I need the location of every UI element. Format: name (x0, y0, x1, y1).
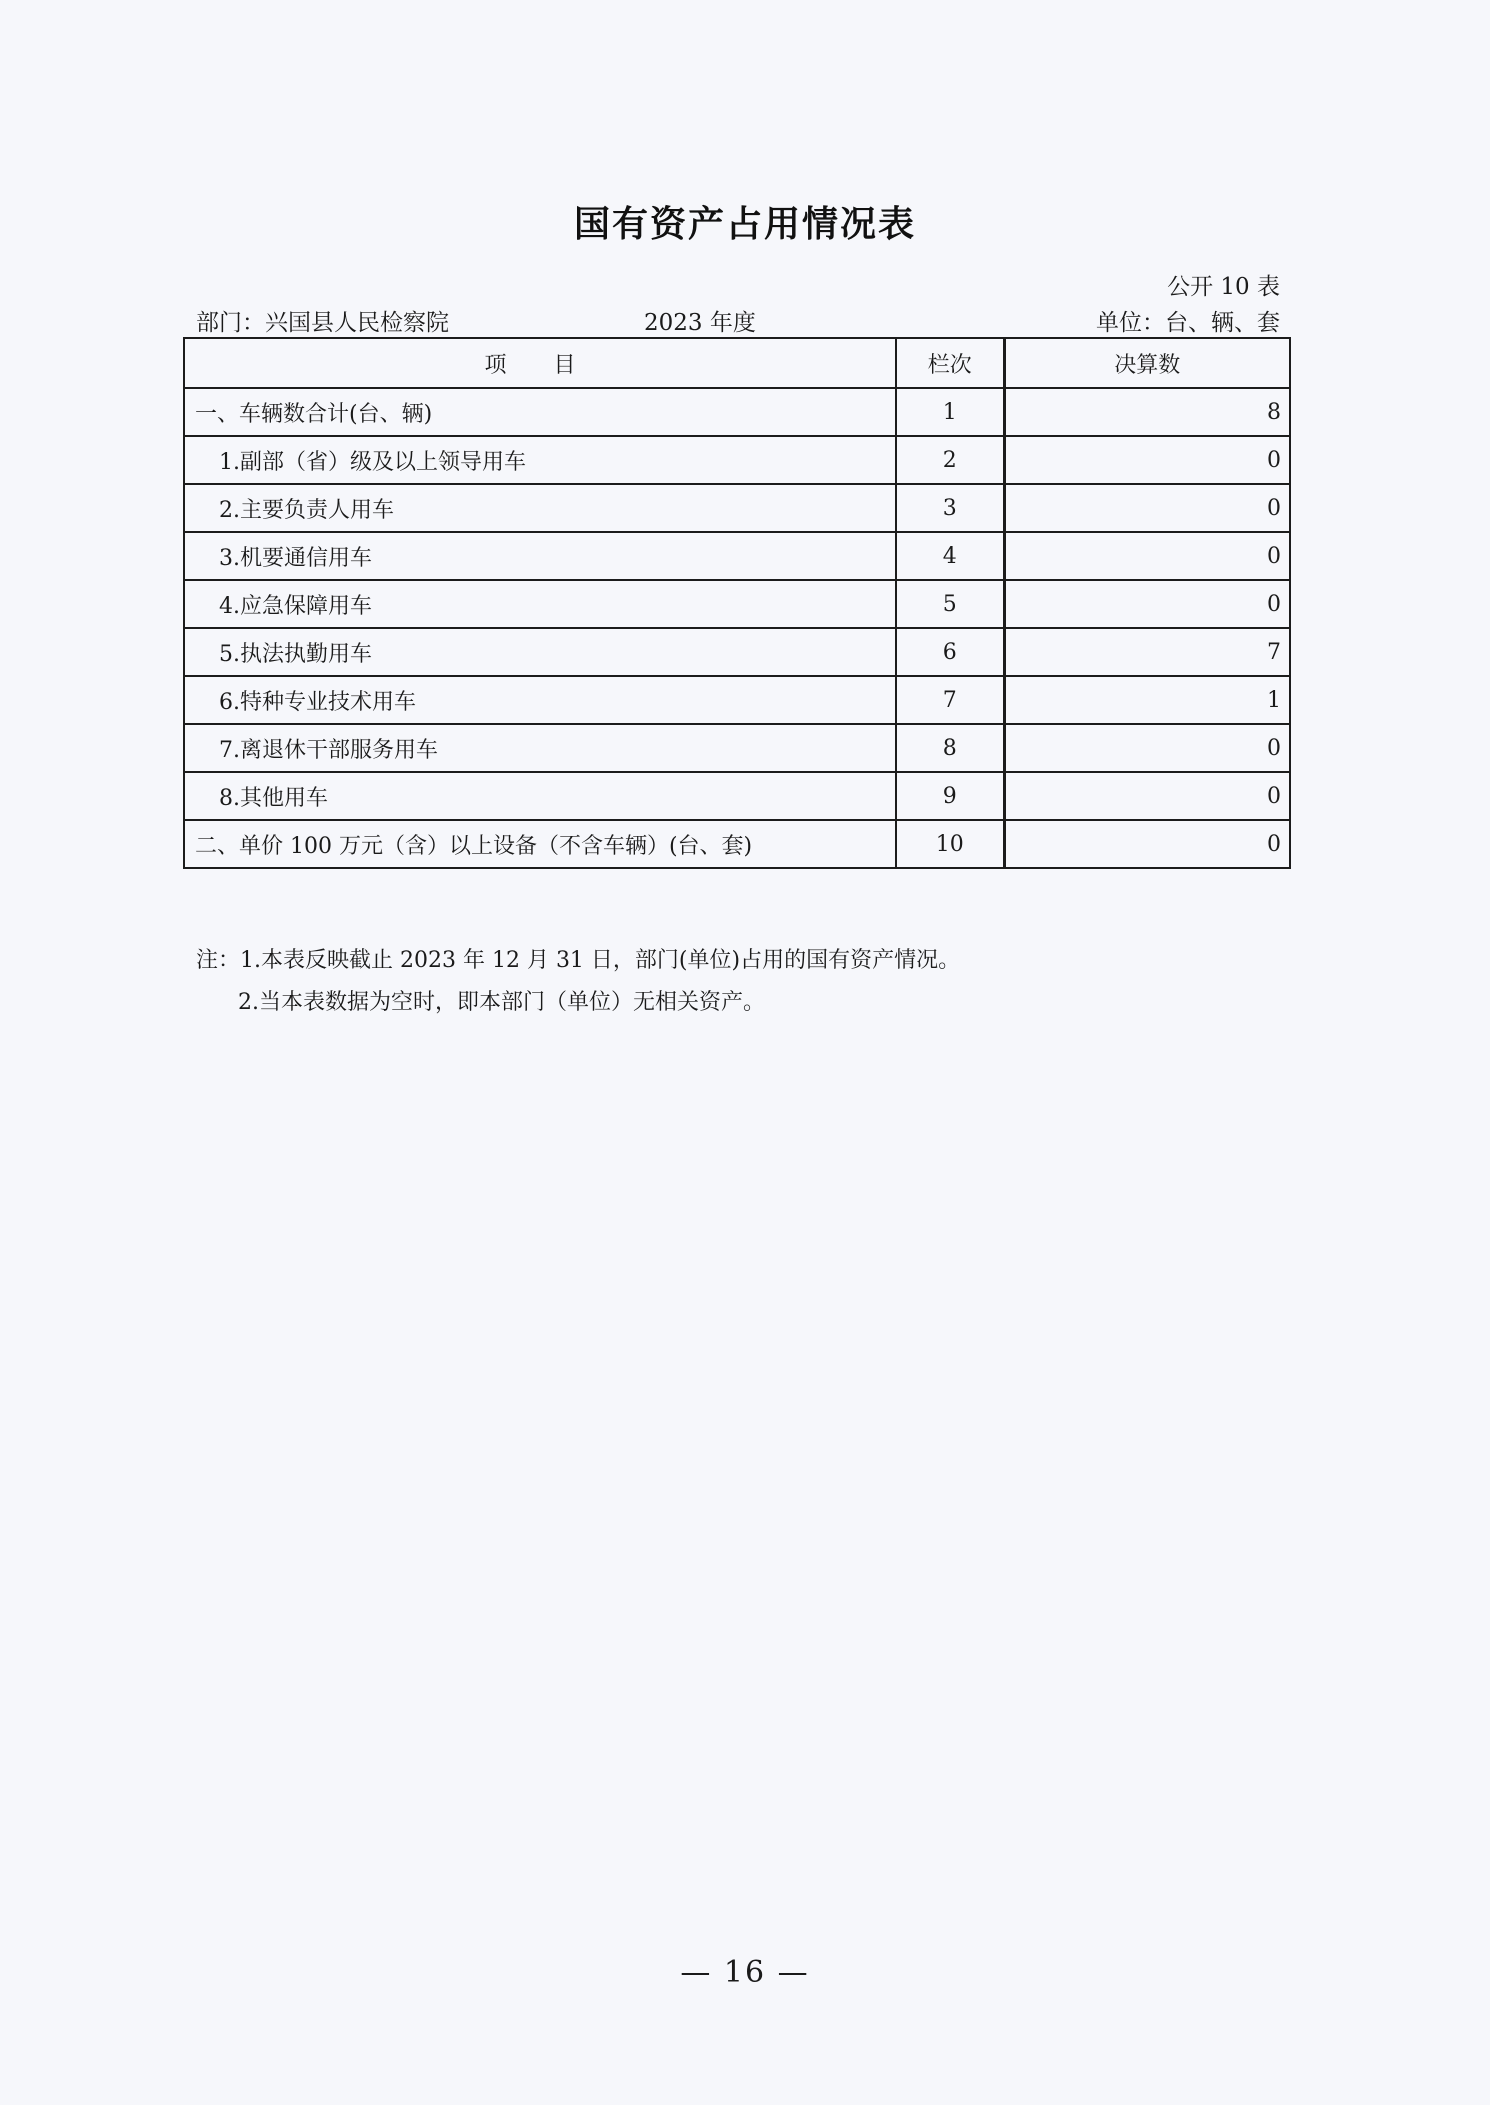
note-line-2: 2.当本表数据为空时，即本部门（单位）无相关资产。 (238, 990, 765, 1015)
header-seq: 栏次 (896, 338, 1004, 388)
row-amount: 1 (1004, 676, 1290, 724)
row-seq: 2 (896, 436, 1004, 484)
row-item: 2.主要负责人用车 (184, 484, 896, 532)
page-number: — 16 — (680, 1955, 810, 1990)
row-amount: 0 (1004, 820, 1290, 868)
row-seq: 8 (896, 724, 1004, 772)
table-row (184, 820, 1290, 868)
table-row (184, 724, 1290, 772)
table-row (184, 628, 1290, 676)
report-meta (196, 304, 1280, 336)
table-header-row (184, 338, 1290, 388)
row-item: 5.执法执勤用车 (184, 628, 896, 676)
table-row (184, 772, 1290, 820)
header-amount: 决算数 (1004, 338, 1290, 388)
header-item: 项 目 (184, 338, 896, 388)
row-item: 一、车辆数合计(台、辆) (184, 388, 896, 436)
row-amount: 0 (1004, 532, 1290, 580)
table-row (184, 532, 1290, 580)
row-seq: 3 (896, 484, 1004, 532)
unit-label: 单位：台、辆、套 (1096, 310, 1280, 336)
form-number: 公开 10 表 (1167, 274, 1280, 300)
row-item: 二、单价 100 万元（含）以上设备（不含车辆）(台、套) (184, 820, 896, 868)
row-amount: 0 (1004, 484, 1290, 532)
row-seq: 6 (896, 628, 1004, 676)
row-item: 3.机要通信用车 (184, 532, 896, 580)
row-amount: 0 (1004, 772, 1290, 820)
row-seq: 7 (896, 676, 1004, 724)
row-seq: 4 (896, 532, 1004, 580)
row-amount: 0 (1004, 580, 1290, 628)
table-notes (196, 940, 960, 1024)
department-label: 部门：兴国县人民检察院 (196, 310, 449, 336)
row-seq: 10 (896, 820, 1004, 868)
page-title: 国有资产占用情况表 (573, 204, 916, 245)
row-seq: 1 (896, 388, 1004, 436)
table-row (184, 484, 1290, 532)
row-amount: 0 (1004, 436, 1290, 484)
row-seq: 5 (896, 580, 1004, 628)
table-row (184, 580, 1290, 628)
row-item: 4.应急保障用车 (184, 580, 896, 628)
asset-table (183, 337, 1291, 869)
row-item: 8.其他用车 (184, 772, 896, 820)
row-amount: 7 (1004, 628, 1290, 676)
table-row (184, 676, 1290, 724)
row-amount: 0 (1004, 724, 1290, 772)
report-year: 2023 年度 (644, 310, 756, 336)
row-seq: 9 (896, 772, 1004, 820)
row-item: 6.特种专业技术用车 (184, 676, 896, 724)
row-item: 1.副部（省）级及以上领导用车 (184, 436, 896, 484)
table-row (184, 388, 1290, 436)
row-item: 7.离退休干部服务用车 (184, 724, 896, 772)
note-line-1: 注：1.本表反映截止 2023 年 12 月 31 日，部门(单位)占用的国有资产情况。 (196, 948, 961, 973)
table-row (184, 436, 1290, 484)
row-amount: 8 (1004, 388, 1290, 436)
